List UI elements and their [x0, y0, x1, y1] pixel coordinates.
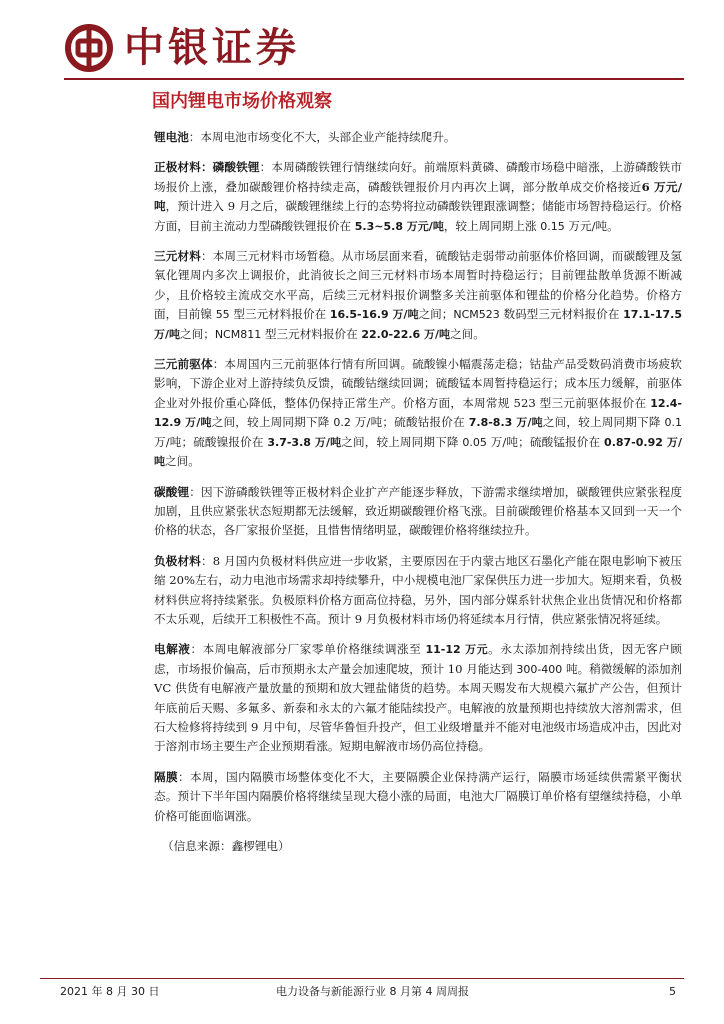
text-run: 之间。: [165, 454, 200, 469]
bold-text: 12.4-12.9 万/吨: [154, 396, 682, 430]
text-run: ：本周国内三元前驱体行情有所回调。硫酸镍小幅震荡走稳；钴盐产品受数码消费市场疲软影响，下游企业对上游持续负反馈，硫酸钴继续回调；硫酸锰本周暂持稳运行；成本压力缓解，前驱体企业对外报价重心降低，整体仍保持正常生产。价格方面，本周常规 523 型三元前驱体报价在: [154, 357, 682, 410]
bold-text: 三元材料: [154, 249, 201, 264]
text-run: 0.05: [462, 435, 487, 449]
footer-report-title: 电力设备与新能源行业 8 月第 4 周周报: [276, 985, 469, 998]
text-run: 之间，较上周同期下降: [341, 434, 463, 449]
text-run: 数码型三元材料报价在: [499, 307, 624, 322]
bold-text: 锂电池: [154, 130, 189, 144]
text-run: 万/吨；硫酸锰报价在: [486, 434, 605, 449]
page-number: 5: [669, 985, 676, 998]
text-run: ：本周电池市场变化不大，头部企业产能持续爬升。: [188, 130, 456, 144]
page-header: [64, 20, 684, 80]
bold-text: 隔膜: [154, 769, 179, 784]
text-run: NCM811: [214, 327, 262, 341]
paragraph: [154, 640, 682, 756]
paragraph: [154, 768, 682, 826]
bold-text: 16.5-16.9 万/吨: [329, 308, 419, 322]
text-run: ，预计进入 9 月之后，碳酸锂继续上行的态势将拉动磷酸铁锂跟涨调整；储能市场智持稳运行。价格方面，目前主流动力型磷酸铁锂报价在: [154, 199, 682, 233]
bold-text: 7.8-8.3 万/吨: [468, 416, 543, 430]
footer-date: 2021 年 8 月 30 日: [60, 985, 160, 998]
text-run: 0.15: [540, 219, 565, 233]
text-run: 万/吨；硫酸钴报价在: [350, 415, 469, 430]
text-run: 型三元材料报价在: [261, 326, 362, 341]
text-run: 之间。: [450, 326, 485, 341]
text-run: 型三元材料报价在: [229, 307, 330, 322]
text-run: 之间；: [418, 307, 454, 322]
text-run: 55: [215, 308, 230, 322]
bold-text: 11-12 万元: [425, 643, 489, 657]
bold-text: 22.0-22.6 万/吨: [361, 327, 451, 341]
text-run: 300-400: [516, 662, 563, 676]
text-run: ：8 月国内负极材料供应进一步收紧，主要原因在于内蒙古地区石墨化产能在限电影响下被压缩 20%左右，动力电池市场需求却持续攀升，中小规模电池厂家保供压力进一步加大。短期来看，负极材料供应将持续紧张。负极原料价格方面高位持稳，另外，国内部分媒系针状焦企业出货情况和价格都不太乐观，后续开工积极性不高。预计 9 月负极材料市场仍将延续本月行情，供应紧张情况将延续。: [154, 553, 682, 626]
text-run: ，较上周同期上涨: [443, 218, 541, 233]
bold-text: 3.7-3.8 万/吨: [267, 435, 342, 449]
text-run: 之间，较上周同期下降: [211, 415, 334, 430]
text-run: 之间，较上周同期下降: [542, 415, 665, 430]
text-run: ：因下游磷酸铁锂等正极材料企业扩产产能逐步释放，下游需求继续增加，碳酸锂供应紧张程度加剧，且供应紧张状态短期都无法缓解，致近期碳酸锂价格飞涨。目前碳酸锂价格基本又回到一天一个价格的状态，各厂家报价坚挺，且惜售情绪明显，碳酸锂价格将继续拉升。: [154, 484, 682, 538]
text-run: ：本周电解液部分厂家零单价格继续调涨至: [190, 642, 426, 657]
section-title: 国内锂电市场价格观察: [152, 91, 332, 112]
text-run: 0.1: [664, 416, 683, 430]
bold-text: 负极材料: [154, 553, 201, 568]
article-body: [154, 128, 682, 856]
brand-name: 中银证券: [124, 25, 300, 71]
paragraph: [154, 247, 682, 344]
paragraph: [154, 552, 682, 630]
header-divider: [64, 78, 684, 80]
text-run: ：本周三元材料市场暂稳。从市场层面来看，硫酸钴走弱带动前驱体价格回调，而碳酸锂及氢氧化锂周内多次上调报价，此消彼长之间三元材料市场本周暂时持稳运行；目前锂盐散单货源不断减少，且价格较主流成交水平高，后续三元材料报价调整多关注前驱体和锂盐的价格分化趋势。价格方面，目前镍: [154, 249, 682, 322]
text-run: 之间；: [180, 326, 215, 341]
paragraph: [154, 483, 682, 541]
bold-text: 5.3~5.8 万元/吨: [354, 219, 444, 233]
bank-of-china-logo-icon: [64, 23, 114, 73]
paragraph: [154, 158, 682, 236]
text-run: 万元/吨。: [564, 218, 619, 233]
source-note: （信息来源：鑫椤锂电）: [162, 839, 290, 853]
bold-text: 电解液: [154, 642, 191, 657]
text-run: NCM523: [453, 308, 500, 322]
text-run: 0.2: [333, 416, 351, 430]
text-run: ：本周磷酸铁锂行情继续向好。前端原料黄磷、磷酸市场稳中暗涨，上游磷酸铁市场报价上涨，叠加碳酸锂价格持续走高，磷酸铁锂报价月内再次上调，部分散单成交价格接近: [154, 160, 682, 194]
bold-text: 三元前驱体: [154, 357, 213, 372]
bold-text: 17.1-17.5 万/吨: [154, 308, 682, 341]
bold-text: 碳酸锂: [154, 484, 190, 499]
paragraph: [154, 355, 682, 471]
text-run: 。永太添加剂持续出货，因无客户顾虑，市场报价偏高，后市预期永太产量会加速爬坡，预计 10 月能达到: [154, 642, 682, 676]
bold-text: 6 万元/吨: [154, 179, 682, 214]
paragraph: [154, 128, 682, 147]
bold-text: 0.87-0.92 万/吨: [154, 435, 683, 469]
text-run: 吨。稍微缓解的添加剂 VC 供货有电解液产量放量的预期和放大锂盐储货的趋势。本周天赐发布大规模六氟扩产公告，但预计年底前后天赐、多氟多、新泰和永太的六氟才能陆续投产。电解液的放量预期也持续放大溶剂需求，但石大检修将持续到 9 月中旬，尽管华鲁恒升投产，但工业级增量并不能对电池级市场造成冲击，因此对于溶剂市场主要生产企业预期看涨。短期电解液市场仍高位持稳。: [154, 661, 683, 754]
bold-text: 正极材料：磷酸铁锂: [154, 160, 260, 175]
text-run: ：本周，国内隔膜市场整体变化不大，主要隔膜企业保持满产运行，隔膜市场延续供需紧平衡状态。预计下半年国内隔膜价格将继续呈现大稳小涨的局面，电池大厂隔膜订单价格有望继续持稳，小单价格可能面临调涨。: [154, 769, 682, 823]
text-run: 万/吨；硫酸镍报价在: [154, 434, 268, 449]
footer-divider: [40, 978, 684, 979]
